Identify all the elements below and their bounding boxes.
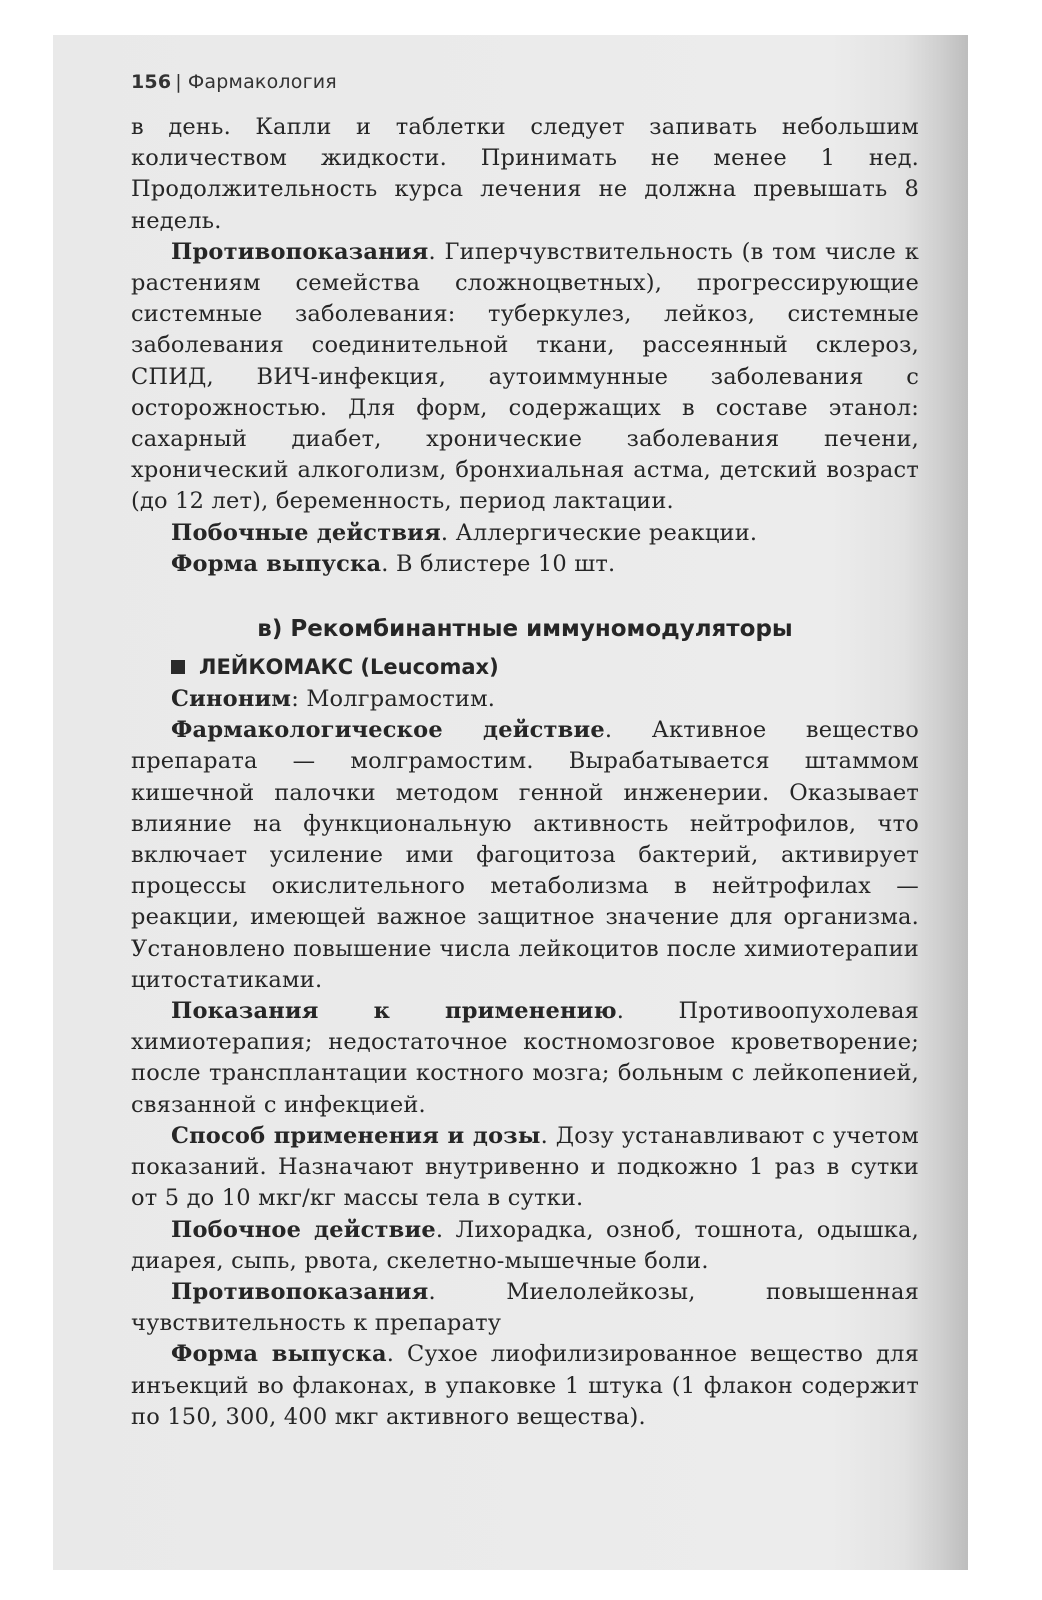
paragraph-synonym [131,684,919,715]
term-label: Побочные действия [171,519,441,546]
paragraph-side-effects-1 [131,518,919,549]
term-text: . Дозу устанавливают с учетом показаний. Назначают внутривенно и подкожно 1 раз в сутки от 5 до 10 мкг/кг массы тела в сутки. [131,1122,919,1212]
running-head [131,70,919,94]
term-text: . Сухое лиофилизированное вещество для инъекций во флаконах, в упаковке 1 штука (1 флакон содержит по 150, 300, 400 мкг активного вещества). [131,1341,920,1430]
square-bullet-icon [171,660,185,674]
page-number: 156 [131,71,172,93]
drug-name: ЛЕЙКОМАКС (Leucomax) [199,655,499,680]
paragraph-side-effects-2 [131,1215,919,1277]
term-text: . Аллергические реакции. [440,519,758,546]
term-label: Побочное действие [171,1216,436,1243]
term-text: . Противоопухолевая химиотерапия; недостаточное костномозговое кроветворение; после трансплантации костного мозга; больным с лейкопенией, связанной с инфекцией. [131,998,919,1118]
term-label: Показания к применению [171,998,617,1025]
running-head-separator: | [175,71,182,93]
term-text: : Молграмостим. [291,686,496,713]
term-text: . Гиперчувствительность (в том числе к растениям семейства сложноцветных), прогрессирующие системные заболевания: туберкулез, лейкоз, системные заболевания соединительной ткани, рассеянный склероз, СПИД, ВИЧ-инфекция, аутоиммунные заболевания с осторожностью. Для форм, содержащих в составе этанол: сахарный диабет, хронические заболевания печени, хронический алкоголизм, бронхиальная астма, детский возраст (до 12 лет), беременность, период лактации. [131,238,919,515]
term-text: . Лихорадка, озноб, тошнота, одышка, диарея, сыпь, рвота, скелетно-мышечные боли. [131,1216,919,1274]
paragraph-contraindications-2 [131,1277,919,1339]
term-label: Форма выпуска [171,550,382,577]
paragraph-form-1 [131,549,919,580]
section-title: в) Рекомбинантные иммуномодуляторы [257,616,793,643]
term-label: Противопоказания [171,238,429,265]
term-text: . Активное вещество препарата — молграмостим. Вырабатывается штаммом кишечной палочки методом генной инженерии. Оказывает влияние на функциональную активность нейтрофилов, что включает усиление ими фагоцитоза бактерий, активирует процессы окислительного метаболизма в нейтрофилах — реакции, имеющей важное защитное значение для организма. Установлено повышение числа лейкоцитов после химиотерапии цитостатиками. [131,717,919,993]
term-label: Форма выпуска [171,1341,387,1368]
paragraph-contraindications-1 [131,237,919,518]
term-label: Фармакологическое действие [171,717,605,744]
term-text: . В блистере 10 шт. [381,550,616,577]
paragraph-indications [131,996,919,1121]
paragraph-form-2 [131,1339,919,1433]
term-label: Синоним [171,686,292,713]
term-text: . Миелолейкозы, повышенная чувствительность к препарату [131,1278,919,1337]
drug-heading [171,652,919,682]
paragraph-pharm-action [131,715,919,996]
page-content [131,70,919,1433]
term-label: Способ применения и дозы [171,1122,541,1149]
paragraph-continued: в день. Капли и таблетки следует запивать небольшим количеством жидкости. Принимать не менее 1 нед. Продолжительность курса лечения не должна превышать 8 недель. [131,114,919,234]
paragraph-dosage [131,1121,919,1215]
term-label: Противопоказания [171,1278,429,1305]
running-head-title: Фармакология [187,71,337,93]
